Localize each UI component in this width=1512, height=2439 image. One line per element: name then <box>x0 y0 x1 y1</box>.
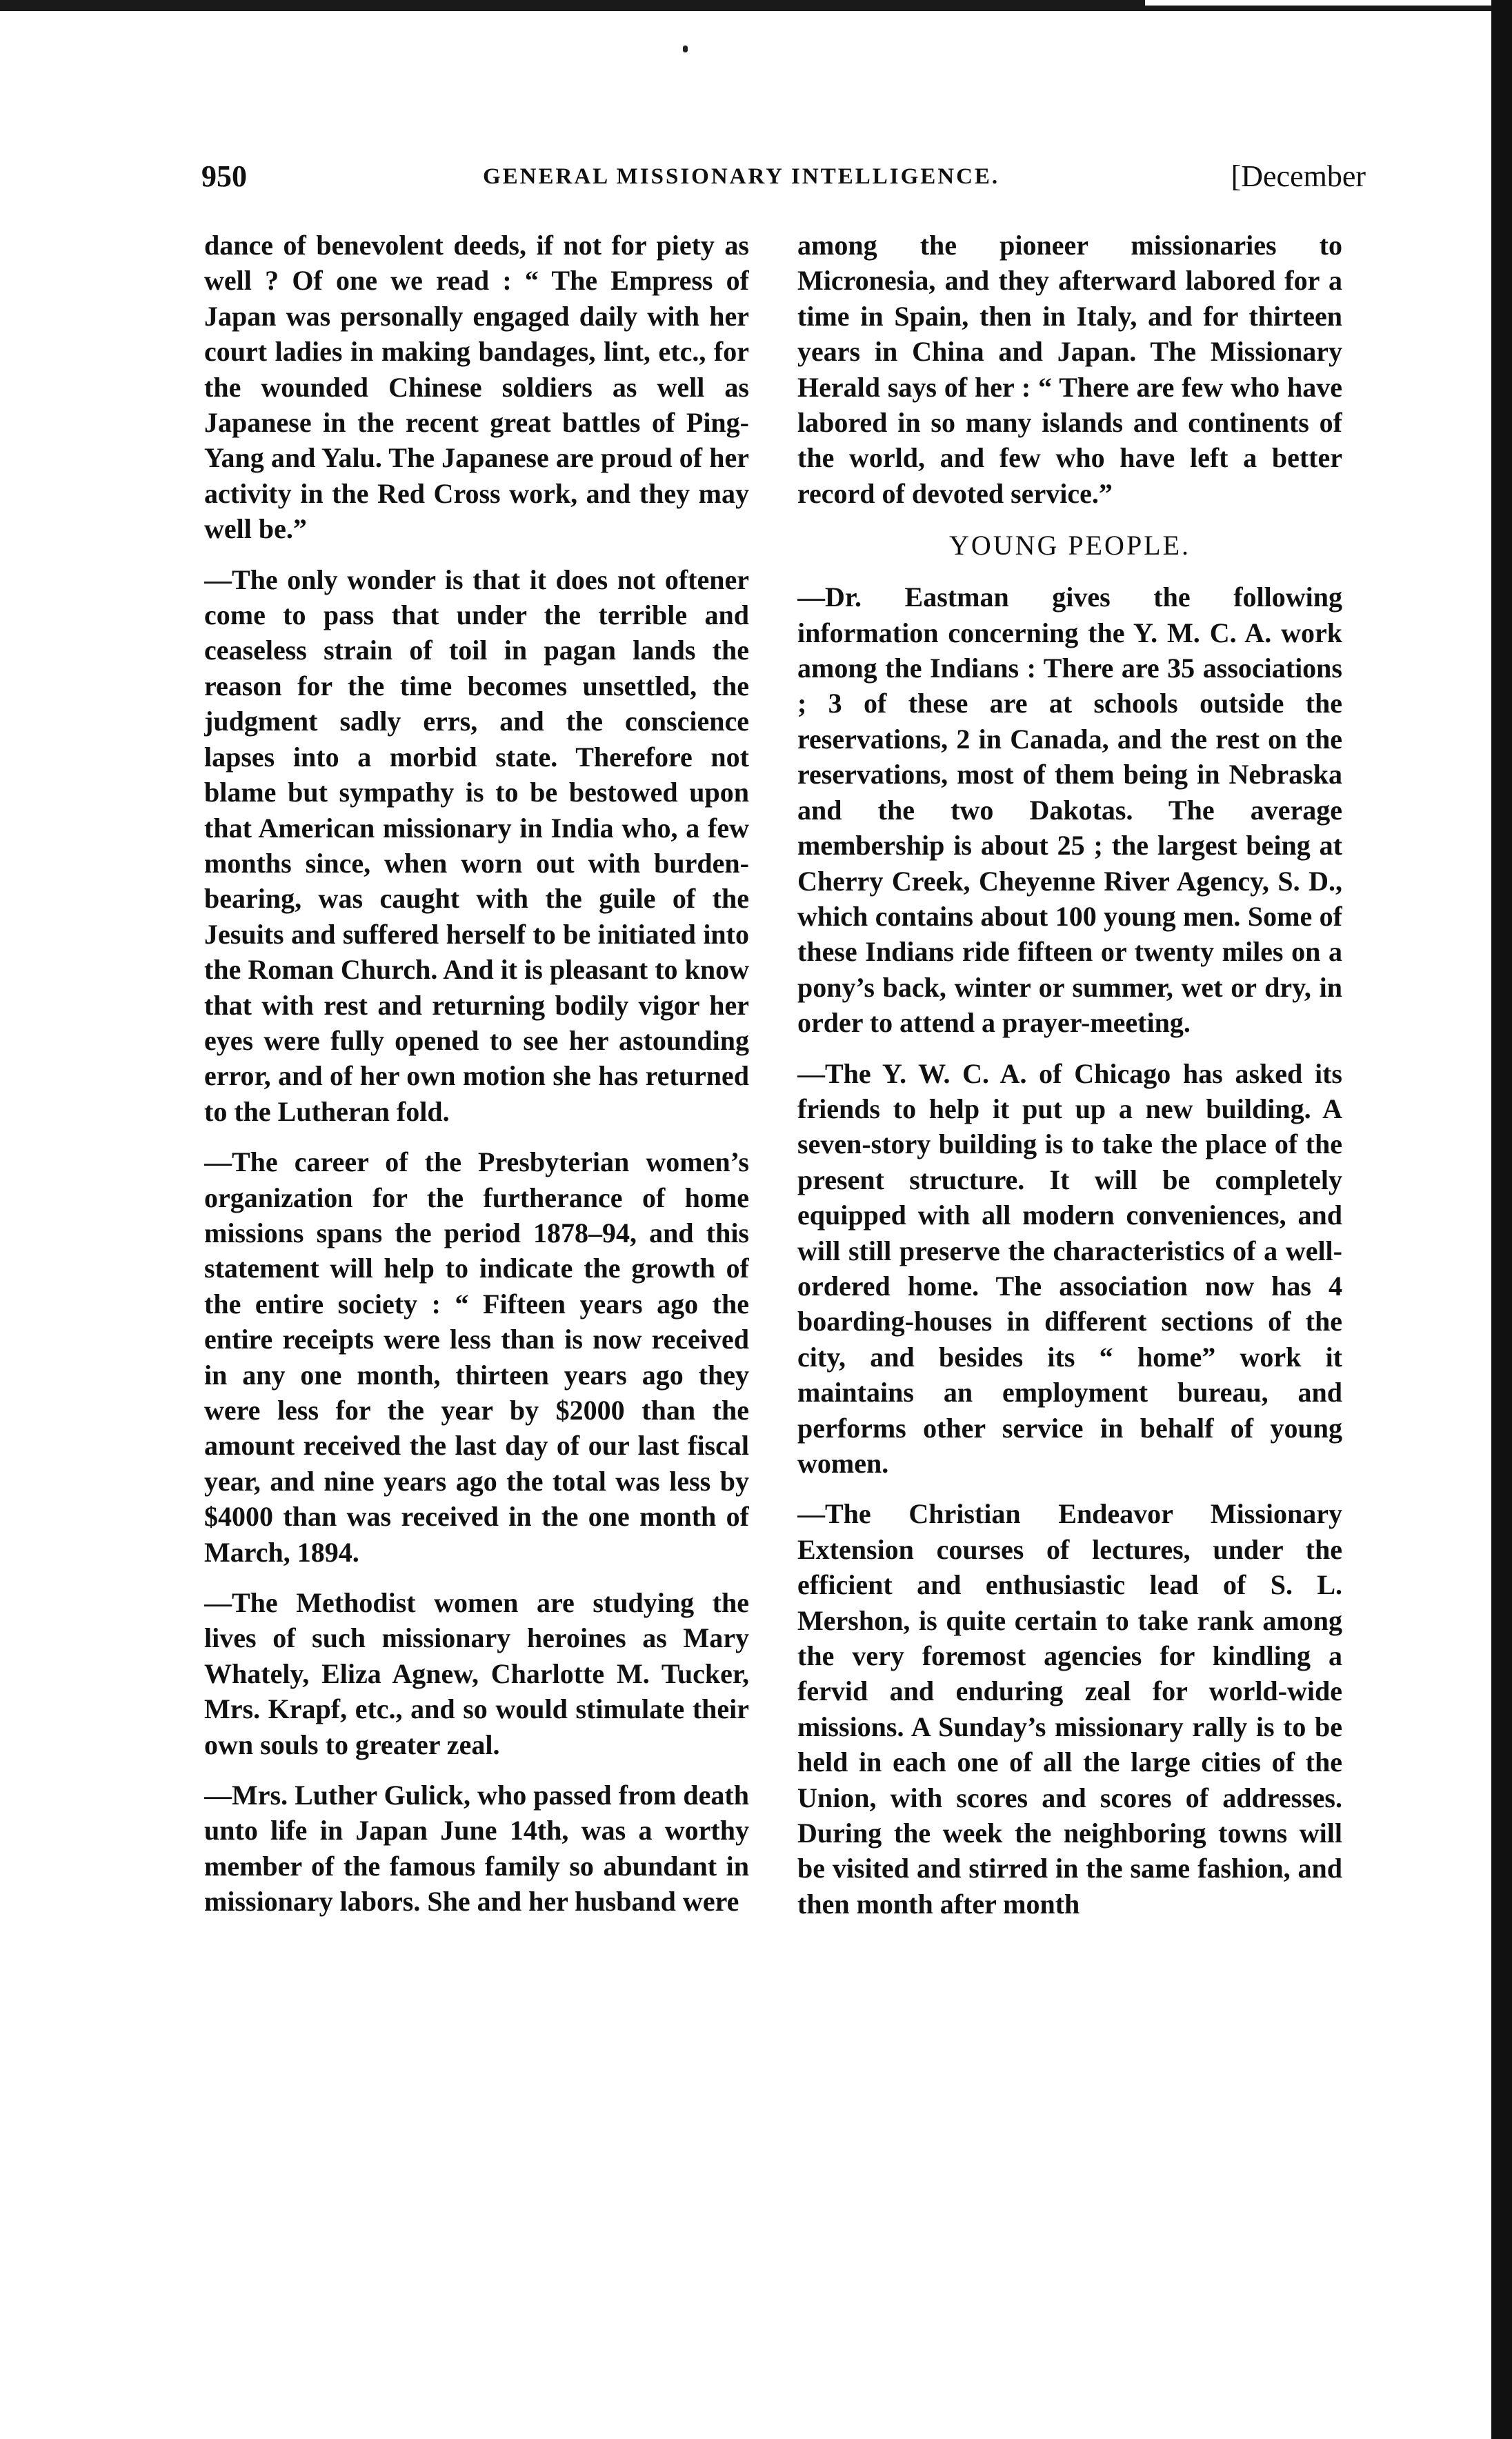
scan-border-top-gap <box>1145 0 1512 6</box>
header-month: [December <box>1231 159 1366 193</box>
running-title: GENERAL MISSIONARY INTELLIGENCE. <box>483 164 1000 189</box>
scan-speck <box>683 46 688 52</box>
paragraph-presbyterian-women: —The career of the Presbyterian women’s organization for the furtherance of home missions spans the period 1878–94, and this statement will help to indicate the growth of the entire society : “ Fifteen years ago the entire receipts were less than is now received in any one month, thirteen years ago they were less for the year by $2000 than the amount received the last day of our last fiscal year, and nine years ago the total was less by $4000 than was received in the one month of March, 1894. <box>204 1146 749 1568</box>
section-heading-young-people: YOUNG PEOPLE. <box>948 530 1191 561</box>
scan-border-right <box>1491 0 1512 2439</box>
paragraph-ywca-chicago: —The Y. W. C. A. of Chicago has asked its friends to help it put up a new building. A seven-story building is to take the place of the present structure. It will be completely equipped with all modern conveniences, and will still preserve the characteristics of a well-ordered home. The association now has 4 boarding-houses in different sections of the city, and besides its “ home” work it maintains an employment bureau, and performs other service in behalf of young women. <box>797 1057 1342 1479</box>
left-column <box>204 228 749 2400</box>
paragraph-missionary-in-india: —The only wonder is that it does not oftener come to pass that under the terrible and ceaseless strain of toil in pagan lands the reason for the time becomes unsettled, the judgment sadly errs, and the conscience lapses into a morbid state. Therefore not blame but sympathy is to be bestowed upon that American missionary in India who, a few months since, when worn out with burden-bearing, was caught with the guile of the Jesuits and suffered herself to be initiated into the Roman Church. And it is pleasant to know that with rest and returning bodily vigor her eyes were fully opened to see her astounding error, and of her own motion she has returned to the Lutheran fold. <box>204 564 749 1127</box>
paragraph-methodist-women: —The Methodist women are studying the lives of such missionary heroines as Mary Whately, Eliza Agnew, Charlotte M. Tucker, Mrs. Krapf, etc., and so would stimulate their own souls to greater zeal. <box>204 1587 749 1760</box>
right-column <box>797 228 1342 2400</box>
paragraph-gulick-continued: among the pioneer missionaries to Micronesia, and they afterward labored for a time in Spain, then in Italy, and for thirteen years in China and Japan. The Missionary Herald says of her : “ There are few who have labored in so many islands and continents of the world, and few who have left a better record of devoted service.” <box>797 230 1342 509</box>
paragraph-ymca-indians: —Dr. Eastman gives the following information concerning the Y. M. C. A. work among the Indians : There are 35 associations ; 3 of these are at schools outside the reservations, 2 in Canada, and the rest on the reservations, most of them being in Nebraska and the two Dakotas. The average membership is about 25 ; the largest being at Cherry Creek, Cheyenne River Agency, S. D., which contains about 100 young men. Some of these Indians ride fifteen or twenty miles on a pony’s back, winter or summer, wet or dry, in order to attend a prayer-meeting. <box>797 581 1342 1039</box>
paragraph-mrs-luther-gulick: —Mrs. Luther Gulick, who passed from death unto life in Japan June 14th, was a worthy member of the famous family so abundant in missionary labors. She and her husband were <box>204 1780 749 1918</box>
running-header <box>201 159 1366 200</box>
page-number: 950 <box>201 159 247 193</box>
paragraph-empress-of-japan: dance of benevolent deeds, if not for piety as well ? Of one we read : “ The Empress of Japan was personally engaged daily with her court ladies in making bandages, lint, etc., for the wounded Chinese soldiers as well as Japanese in the recent great battles of Ping-Yang and Yalu. The Japanese are proud of her activity in the Red Cross work, and they may well be.” <box>204 230 749 545</box>
paragraph-christian-endeavor: —The Christian Endeavor Missionary Extension courses of lectures, under the efficient and enthusiastic lead of S. L. Mershon, is quite certain to take rank among the very foremost agencies for kindling a fervid and enduring zeal for world-wide missions. A Sunday’s missionary rally is to be held in each one of all the large cities of the Union, with scores and scores of addresses. During the week the neighboring towns will be visited and stirred in the same fashion, and then month after month <box>797 1498 1342 1920</box>
